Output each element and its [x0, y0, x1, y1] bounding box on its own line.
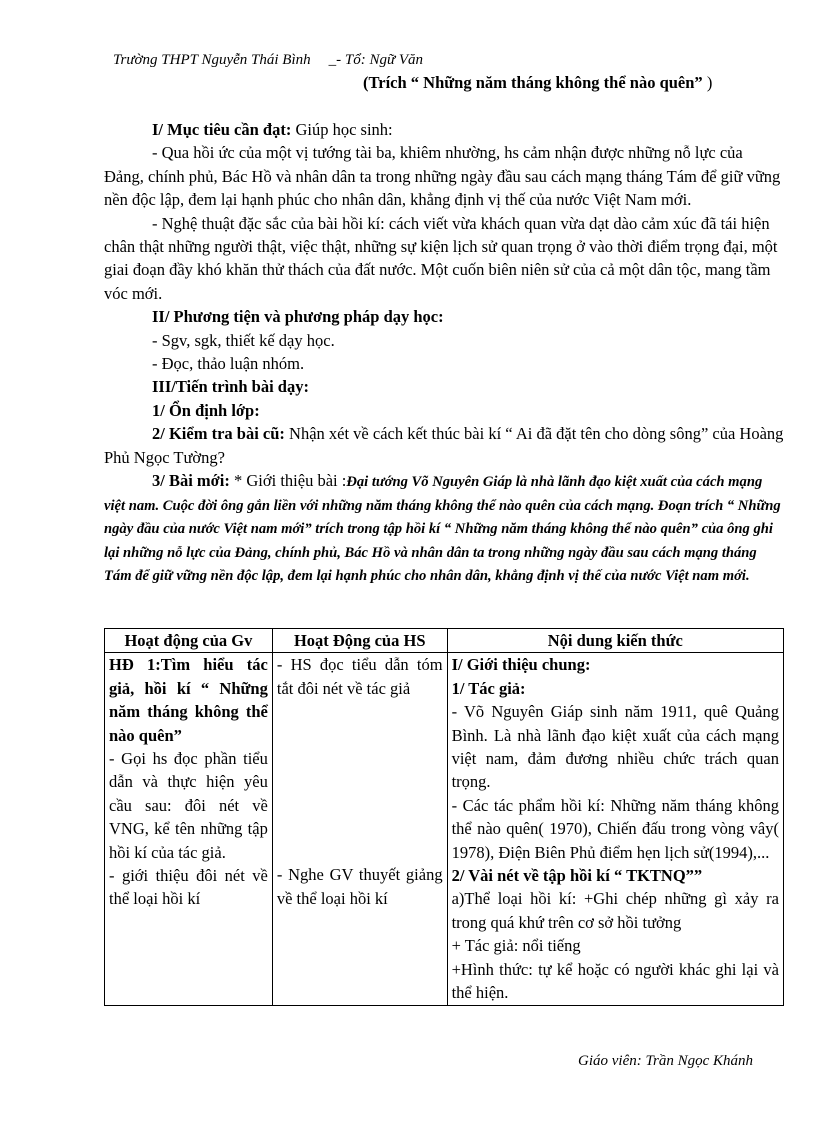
section3-step2 — [104, 422, 784, 469]
section2-item1: - Sgv, sgk, thiết kế dạy học. — [152, 330, 335, 350]
section1-heading: I/ Mục tiêu cần đạt: — [152, 120, 292, 139]
step3-heading: 3/ Bài mới: — [152, 471, 230, 491]
page-header — [113, 52, 423, 69]
student-task-2: - Nghe GV thuyết giảng về thể loại hồi kí — [276, 865, 443, 908]
content-cell — [447, 653, 783, 1005]
section3-step1: 1/ Ổn định lớp: — [152, 400, 260, 420]
lesson-subtitle — [363, 73, 712, 93]
step3-intro: Đại tướng Võ Nguyên Giáp là nhà lãnh đạo kiệt xuất của cách mạng việt nam. Cuộc đời ông gắn liền với những năm tháng không thể nào quên của cách mạng. Đoạn trích “ Những ngày đầu của nước Việt nam mới” trích trong tập hồi kí “ Những năm tháng không thể nào quên” của ông ghi lại những nỗ lực của Đảng, chính phủ, Bác Hồ và nhân dân ta trong những ngày đầu sau cách mạng tháng Tám để giữ vững nền độc lập, đem lại hạnh phúc cho nhân dân, khẳng định vị thế của nước Việt nam mới. — [104, 474, 781, 585]
content-heading-3: 2/ Vài nét về tập hồi kí “ TKTNQ”” — [451, 866, 703, 886]
subtitle-close: ) — [702, 73, 713, 92]
lesson-activity-table — [104, 628, 784, 1006]
section3-heading: III/Tiến trình bài dạy: — [152, 377, 309, 397]
content-para-1: - Võ Nguyên Giáp sinh năm 1911, quê Quảng Bình. Là nhà lãnh đạo kiệt xuất của cách mạng việt nam, đảm đương nhiều chức trách quan trọng. — [451, 702, 779, 792]
table-header-row — [105, 629, 784, 653]
student-activity-cell — [272, 653, 447, 1005]
table-row — [105, 653, 784, 1005]
section1-para2: - Nghệ thuật đặc sắc của bài hồi kí: cách viết vừa khách quan vừa dạt dào cảm xúc đã tái hiện chân thật những người thật, việc thật, những sự kiện lịch sử quan trọng ở vào thời điểm trọng đại, một giai đoạn đầy khó khăn thử thách của đất nước. Một cuốn biên niên sử của cả một dân tộc, mang tầm vóc mới. — [104, 213, 778, 303]
content-heading-1: I/ Giới thiệu chung: — [451, 655, 591, 675]
content-para-4: + Tác giả: nổi tiếng — [451, 936, 581, 956]
section3-step3 — [104, 469, 784, 587]
step2-heading: 2/ Kiểm tra bài cũ: — [152, 424, 285, 444]
content-para-2: - Các tác phẩm hồi kí: Những năm tháng không thể nào quên( 1970), Chiến đấu trong vòng vây( 1978), Điện Biên Phủ điểm hẹn lịch sử(1994),... — [451, 795, 779, 862]
section1-lead: Giúp học sinh: — [291, 120, 393, 139]
teacher-signature: Giáo viên: Trần Ngọc Khánh — [578, 1053, 753, 1069]
content-heading-2: 1/ Tác giả: — [451, 678, 526, 698]
column-header-student: Hoạt Động của HS — [272, 629, 447, 653]
teacher-task-1: - Gọi hs đọc phần tiểu dẫn và thực hiện yêu cầu sau: đôi nét về VNG, kể tên những tập hồi kí của tác giả. — [109, 749, 268, 862]
step2-text: Nhận xét về cách kết thúc bài kí “ Ai đã đặt tên cho dòng sông” của Hoàng Phủ Ngọc Tường? — [104, 424, 784, 467]
content-para-5: +Hình thức: tự kể hoặc có người khác ghi lại và thể hiện. — [451, 959, 779, 1003]
school-name: Trường THPT Nguyễn Thái Bình — [113, 52, 311, 68]
teacher-task-2: - giới thiệu đôi nét về thể loại hồi kí — [109, 866, 268, 909]
department-name: _- Tổ: Ngữ Văn — [328, 52, 424, 68]
section1-para1: - Qua hồi ức của một vị tướng tài ba, khiêm nhường, hs cảm nhận được những nỗ lực của Đảng, chính phủ, Bác Hồ và nhân dân ta trong những ngày đầu sau cách mạng tháng Tám để giữ vững nền độc lập, đem lại hạnh phúc cho nhân dân, khẳng định vị thế của nước Việt Nam mới. — [104, 143, 781, 210]
column-header-content: Nội dung kiến thức — [447, 629, 783, 653]
activity-title: HĐ 1:Tìm hiểu tác giả, hồi kí “ Những năm tháng không thể nào quên” — [109, 655, 268, 745]
student-task-1: - HS đọc tiểu dẫn tóm tắt đôi nét về tác giả — [276, 655, 443, 698]
lesson-body — [104, 118, 784, 587]
section2-item2: - Đọc, thảo luận nhóm. — [152, 354, 305, 374]
section2-heading: II/ Phương tiện và phương pháp dạy học: — [152, 307, 444, 327]
teacher-activity-cell — [105, 653, 273, 1005]
cell-spacer — [277, 700, 443, 863]
section1-heading-line — [104, 118, 784, 141]
step3-lead: * Giới thiệu bài : — [229, 471, 347, 491]
column-header-teacher: Hoạt động của Gv — [105, 629, 273, 653]
subtitle-text: (Trích “ Những năm tháng không thể nào quên” — [363, 73, 703, 92]
content-para-3: a)Thể loại hồi kí: +Ghi chép những gì xảy ra trong quá khứ trên cơ sở hồi tưởng — [451, 889, 779, 932]
